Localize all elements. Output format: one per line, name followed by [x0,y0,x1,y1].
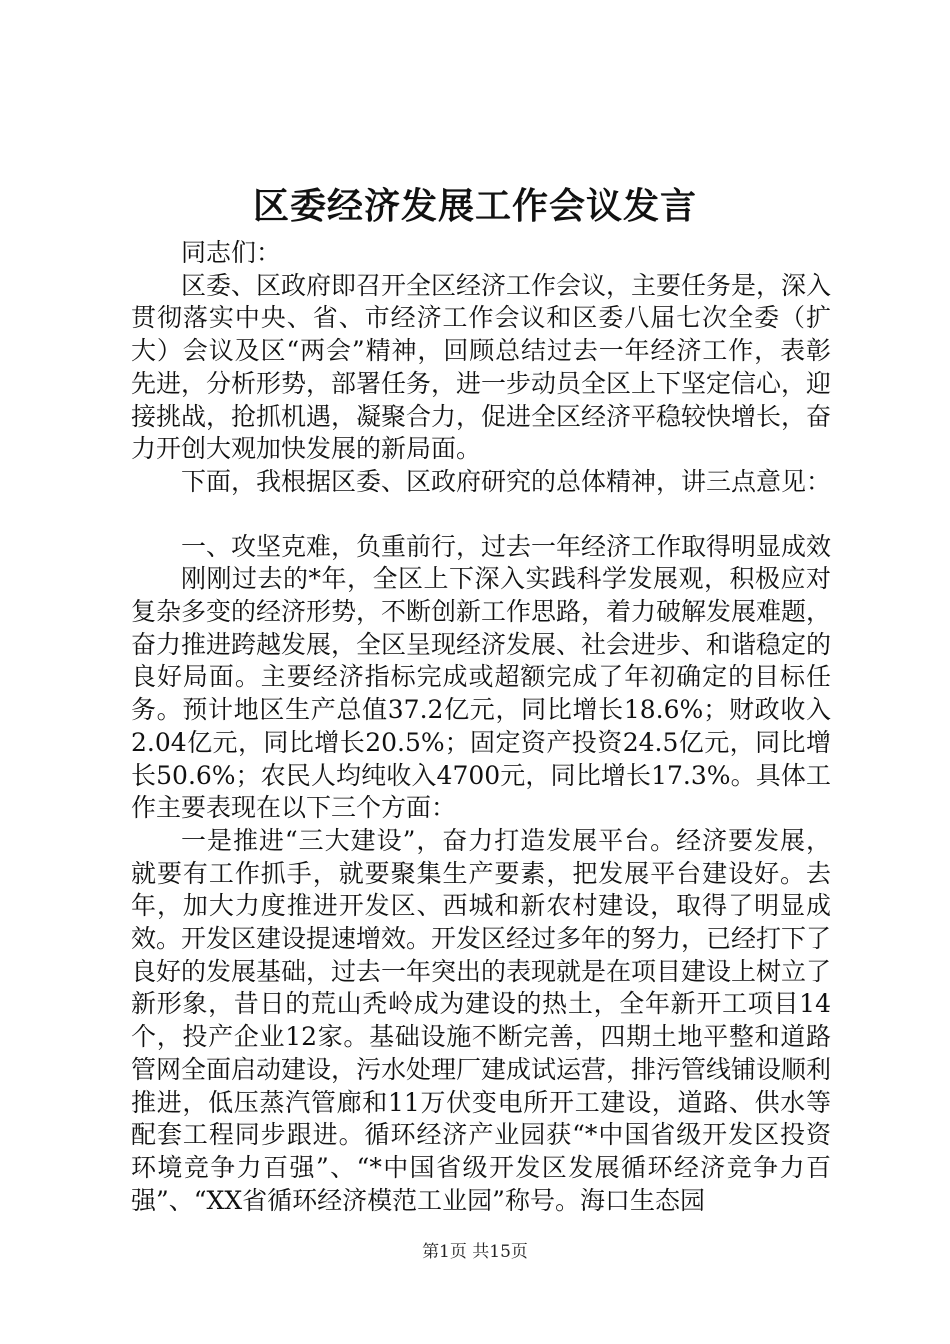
paragraph: 一是推进“三大建设”，奋力打造发展平台。经济要发展，就要有工作抓手，就要聚集生产要素，把发展平台建设好。去年，加大力度推进开发区、西城和新农村建设，取得了明显成效。开发区建设提速增效。开发区经过多年的努力，已经打下了良好的发展基础，过去一年突出的表现就是在项目建设上树立了新形象，昔日的荒山秃岭成为建设的热土，全年新开工项目14个，投产企业12家。基础设施不断完善，四期土地平整和道路管网全面启动建设，污水处理厂建成试运营，排污管线铺设顺利推进，低压蒸汽管廊和11万伏变电所开工建设，道路、供水等配套工程同步跟进。循环经济产业园获“*中国省级开发区投资环境竞争力百强”、“*中国省级开发区发展循环经济竞争力百强”、“XX省循环经济模范工业园”称号。海口生态园 [131,825,832,1215]
page-title: 区委经济发展工作会议发言 [252,185,697,227]
paragraph: 下面，我根据区委、区政府研究的总体精神，讲三点意见： [181,466,832,496]
document-body [131,237,831,1217]
paragraph: 刚刚过去的*年，全区上下深入实践科学发展观，积极应对复杂多变的经济形势，不断创新工作思路，着力破解发展难题，奋力推进跨越发展，全区呈现经济发展、社会进步、和谐稳定的良好局面。主要经济指标完成或超额完成了年初确定的目标任务。预计地区生产总值37.2亿元，同比增长18.6%；财政收入2.04亿元，同比增长20.5%；固定资产投资24.5亿元，同比增长50.6%；农民人均纯收入4700元，同比增长17.3%。具体工作主要表现在以下三个方面： [131,564,832,823]
salutation: 同志们： [181,238,282,267]
page-footer: 第1页 共15页 [422,1242,528,1262]
paragraph: 区委、区政府即召开全区经济工作会议，主要任务是，深入贯彻落实中央、省、市经济工作会议和区委八届七次全委（扩大）会议及区“两会”精神，回顾总结过去一年经济工作，表彰先进，分析形势，部署任务，进一步动员全区上下坚定信心，迎接挑战，抢抓机遇，凝聚合力，促进全区经济平稳较快增长，奋力开创大观加快发展的新局面。 [131,270,832,464]
section-heading: 一、攻坚克难，负重前行，过去一年经济工作取得明显成效 [181,531,832,561]
